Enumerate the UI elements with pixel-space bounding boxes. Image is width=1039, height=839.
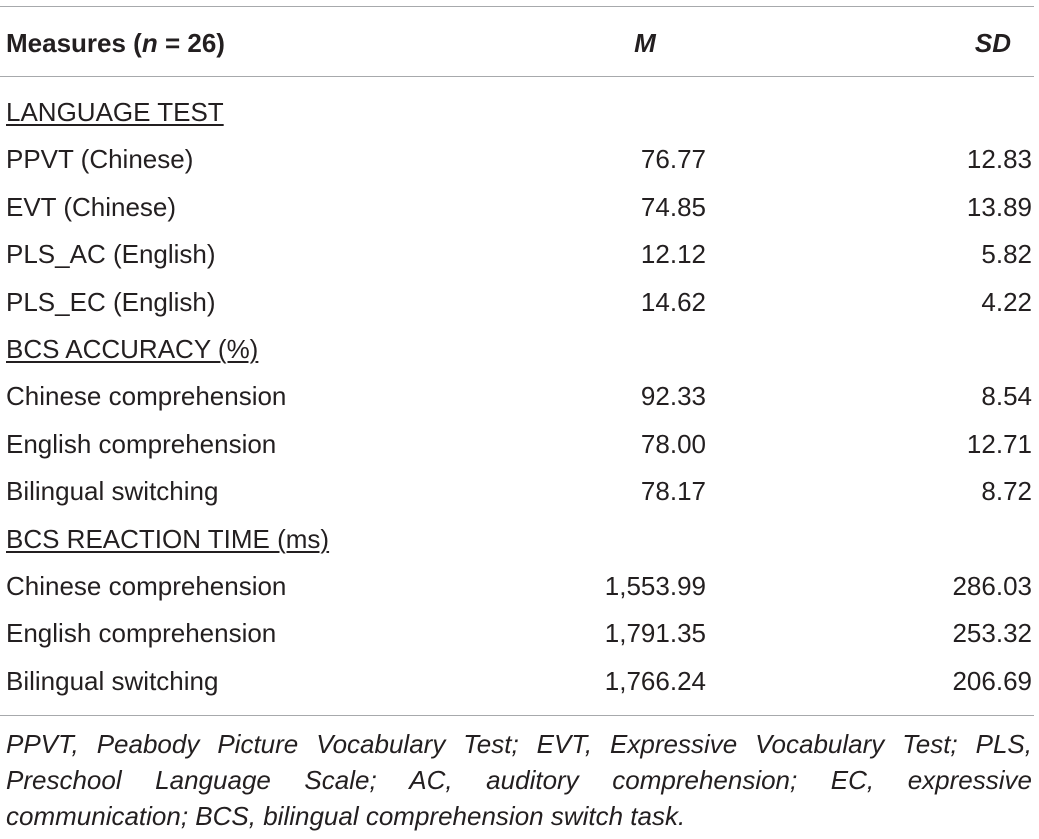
measure-label: PLS_AC (English) [6,239,216,270]
table-row [0,372,1039,419]
section-header-row [0,515,1039,562]
table-body [0,88,1039,704]
mean-value: 1,553.99 [604,570,706,601]
mean-value: 1,791.35 [604,618,706,649]
mean-value: 74.85 [640,191,706,222]
measure-label: English comprehension [6,618,277,649]
measure-label: PPVT (Chinese) [6,144,194,175]
table-row [0,420,1039,467]
table-header-rule [0,76,1034,77]
header-measures-suffix: = 26) [157,28,225,58]
mean-value: 14.62 [640,286,706,317]
mean-value: 12.12 [640,239,706,270]
mean-value: 76.77 [640,144,706,175]
section-label: LANGUAGE TEST [6,97,224,127]
table-row [0,135,1039,182]
measure-label: Chinese comprehension [6,381,287,412]
table-row [0,230,1039,277]
sd-value: 8.54 [981,381,1032,412]
mean-value: 1,766.24 [604,665,706,696]
mean-value: 92.33 [640,381,706,412]
table-header-row [0,6,1039,76]
sd-value: 8.72 [981,476,1032,507]
table-row [0,278,1039,325]
measure-label: EVT (Chinese) [6,191,177,222]
sd-value: 253.32 [952,618,1032,649]
sd-value: 12.71 [966,428,1032,459]
mean-value: 78.00 [640,428,706,459]
measure-label: PLS_EC (English) [6,286,216,317]
sd-value: 5.82 [981,239,1032,270]
sd-value: 286.03 [952,570,1032,601]
section-header-row [0,88,1039,135]
measure-label: English comprehension [6,428,277,459]
table-row [0,609,1039,656]
measure-label: Chinese comprehension [6,570,287,601]
header-sd: SD [974,28,1011,58]
sd-value: 4.22 [981,286,1032,317]
table-bottom-rule [0,715,1034,716]
sd-value: 13.89 [966,191,1032,222]
section-label: BCS ACCURACY (%) [6,333,259,364]
sd-value: 12.83 [966,144,1032,175]
header-n-variable: n [141,28,158,58]
measure-label: Bilingual switching [6,476,219,507]
table-footnote: PPVT, Peabody Picture Vocabulary Test; EVT, Expressive Vocabulary Test; PLS, Preschool Language Scale; AC, auditory comprehension; EC, expressive communication; BCS, bilingual comprehension switch task. [6,729,1032,831]
sd-value: 206.69 [952,665,1032,696]
section-header-row [0,325,1039,372]
measure-label: Bilingual switching [6,665,219,696]
table-row [0,657,1039,704]
table-row [0,467,1039,514]
table-row [0,562,1039,609]
table-row [0,183,1039,230]
header-measures [6,28,225,59]
section-label: BCS REACTION TIME (ms) [6,523,330,554]
mean-value: 78.17 [640,476,706,507]
header-measures-prefix: Measures ( [6,28,142,58]
header-mean: M [634,28,656,58]
